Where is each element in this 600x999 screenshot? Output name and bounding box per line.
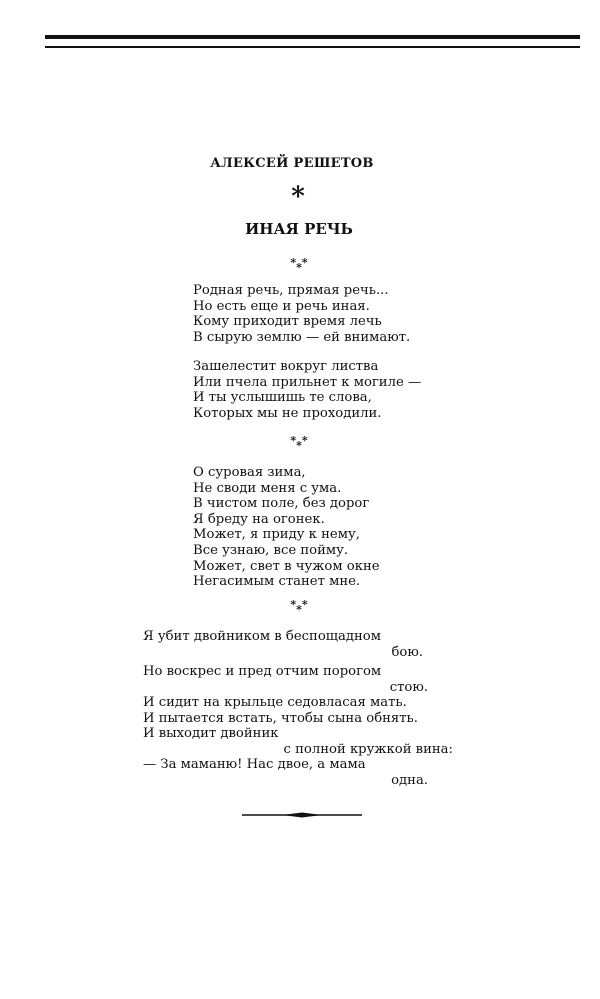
verse-line: В чистом поле, без дорог — [193, 496, 370, 512]
verse-line: Я убит двойником в беспощадном — [143, 629, 382, 644]
star: * — [301, 256, 308, 269]
verse-line: Не своди меня с ума. — [193, 480, 342, 496]
verse-line: Все узнаю, все пойму. — [193, 542, 349, 558]
verse-line: Но воскрес и пред отчим порогом — [143, 664, 382, 679]
verse-line: Родная речь, прямая речь... — [193, 283, 389, 298]
cycle-title: ИНАЯ РЕЧЬ — [245, 220, 353, 238]
verse-line-indented: бою. — [391, 644, 423, 660]
verse-line: И сидит на крыльце седовласая мать. — [143, 695, 407, 710]
verse-line-indented: с полной кружкой вина: — [283, 741, 453, 757]
star: * — [301, 598, 308, 611]
top-rule-thick — [45, 35, 580, 39]
verse-line: И пытается встать, чтобы сына обнять. — [143, 710, 418, 726]
verse-line: О суровая зима, — [193, 465, 306, 480]
top-rule-thin — [45, 46, 580, 48]
verse-line: Которых мы не проходили. — [193, 405, 382, 421]
stars-divider-1 — [0, 257, 599, 275]
stars-divider-2 — [0, 435, 599, 453]
verse-line: Но есть еще и речь иная. — [193, 298, 370, 314]
star: * — [290, 434, 297, 447]
verse-line: — За маманю! Нас двое, а мама — [143, 757, 366, 772]
star: * — [296, 603, 302, 616]
verse-line: И ты услышишь те слова, — [193, 390, 372, 406]
verse-line: И выходит двойник — [143, 726, 279, 741]
author-name: АЛЕКСЕЙ РЕШЕТОВ — [210, 156, 374, 171]
end-ornament — [242, 812, 362, 818]
verse-line: Зашелестит вокруг листва — [193, 359, 379, 374]
verse-line: Я бреду на огонек. — [193, 511, 325, 527]
poem2 — [193, 465, 380, 590]
verse-line-indented: одна. — [391, 772, 428, 788]
stars-divider-3 — [0, 599, 599, 617]
separator-asterisk: * — [291, 182, 305, 212]
star: * — [296, 439, 302, 452]
verse-line: В сырую землю — ей внимают. — [193, 329, 411, 345]
poem1-stanza1 — [193, 283, 410, 345]
star: * — [296, 261, 302, 274]
star: * — [290, 598, 297, 611]
verse-line: Может, я приду к нему, — [193, 527, 360, 543]
verse-line: Или пчела прильнет к могиле — — [193, 374, 422, 390]
verse-line: Может, свет в чужом окне — [193, 558, 380, 574]
verse-line: Негасимым станет мне. — [193, 574, 361, 590]
poem1-stanza2 — [193, 359, 421, 421]
verse-line: Кому приходит время лечь — [193, 314, 382, 330]
verse-line-indented: стою. — [389, 679, 428, 695]
star: * — [301, 434, 308, 447]
star: * — [290, 256, 297, 269]
poem3 — [143, 629, 453, 788]
